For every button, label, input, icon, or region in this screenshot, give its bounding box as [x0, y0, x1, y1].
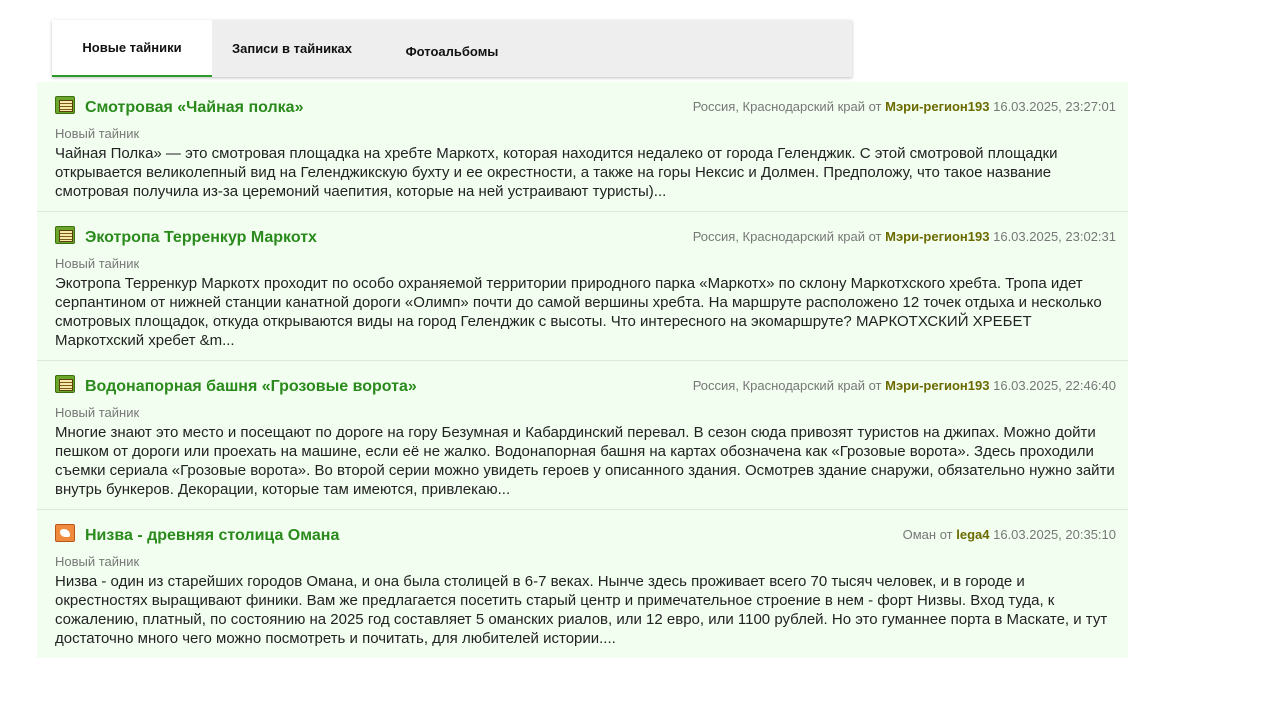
- list-item: [37, 82, 1128, 212]
- list-item: [37, 212, 1128, 361]
- cache-datetime: 16.03.2025, 20:35:10: [993, 527, 1116, 542]
- cache-title-link[interactable]: Смотровая «Чайная полка»: [85, 99, 304, 116]
- cache-title-link[interactable]: Низва - древняя столица Омана: [85, 527, 340, 544]
- tab-photo-albums[interactable]: Фотоальбомы: [405, 44, 499, 59]
- cache-type-label: Новый тайник: [55, 405, 140, 420]
- cache-list: [37, 82, 1128, 658]
- cache-description: Экотропа Терренкур Маркотх проходит по особо охраняемой территории природного парка «Маркотх» по склону Маркотхского хребта. Тропа идет серпантином от нижней станции канатной дороги «Олимп» почти до самой вершины хребта. На маршруте расположено 12 точек отдыха и несколько смотровых площадок, откуда открываются виды на город Геленджик с высоты. Что интересного на экомаршруте? МАРКОТХСКИЙ ХРЕБЕТ Маркотхский хребет &m...: [55, 275, 1102, 349]
- cache-location: Оман: [902, 527, 937, 542]
- cache-meta: [693, 378, 1116, 393]
- by-label: от: [939, 527, 953, 542]
- traditional-cache-icon: [55, 226, 75, 244]
- list-item: [37, 510, 1128, 658]
- tab-bar: [52, 20, 852, 77]
- author-link[interactable]: Мэри-регион193: [885, 99, 990, 114]
- cache-type-label: Новый тайник: [55, 126, 140, 141]
- cache-title-link[interactable]: Водонапорная башня «Грозовые ворота»: [85, 378, 417, 395]
- by-label: от: [868, 99, 882, 114]
- cache-description: Чайная Полка» — это смотровая площадка на хребте Маркотх, которая находится недалеко от города Геленджик. С этой смотровой площадки открывается великолепный вид на Геленджикскую бухту и ее окрестности, а также на горы Нексис и Долмен. Предположу, что такое название смотровая получила из-за церемоний чаепития, которые на ней устраивают туристы)...: [55, 145, 1058, 200]
- cache-datetime: 16.03.2025, 23:27:01: [993, 99, 1116, 114]
- traditional-cache-icon: [55, 375, 75, 393]
- cache-type-label: Новый тайник: [55, 554, 140, 569]
- by-label: от: [868, 378, 882, 393]
- cache-meta: [693, 99, 1116, 114]
- cache-datetime: 16.03.2025, 22:46:40: [993, 378, 1116, 393]
- traditional-cache-icon: [55, 96, 75, 114]
- cache-description: Низва - один из старейших городов Омана, и она была столицей в 6-7 веках. Нынче здесь проживает всего 70 тысяч человек, и в городе и окрестностях выращивают финики. Вам же предлагается посетить старый центр и примечательное строение в нем - форт Низвы. Вход туда, к сожалению, платный, по состоянию на 2025 год составляет 5 оманских риалов, или 12 евро, или 1100 рублей. Но это гуманнее порта в Маскате, и тут достаточно много чего можно посмотреть и почитать, для любителей истории....: [55, 573, 1108, 647]
- author-link[interactable]: Мэри-регион193: [885, 229, 990, 244]
- by-label: от: [868, 229, 882, 244]
- cache-datetime: 16.03.2025, 23:02:31: [993, 229, 1116, 244]
- cache-title-link[interactable]: Экотропа Терренкур Маркотх: [85, 229, 317, 246]
- cache-type-label: Новый тайник: [55, 256, 140, 271]
- cache-meta: [903, 527, 1116, 542]
- author-link[interactable]: Мэри-регион193: [885, 378, 990, 393]
- list-item: [37, 361, 1128, 510]
- author-link[interactable]: lega4: [956, 527, 990, 542]
- cache-description: Многие знают это место и посещают по дороге на гору Безумная и Кабардинский перевал. В сезон сюда привозят туристов на джипах. Можно дойти пешком от дороги или проехать на машине, если её не жалко. Водонапорная башня на картах обозначена как «Грозовые ворота». Здесь проходили съемки сериала «Грозовые ворота». Во второй серии можно увидеть героев у описанного здания. Осмотрев здание снаружи, обязательно нужно зайти внутрь бункеров. Декорации, которые там имеются, привлекаю...: [55, 424, 1115, 498]
- cache-meta: [693, 229, 1116, 244]
- cache-location: Россия, Краснодарский край: [692, 378, 865, 393]
- tab-new-caches[interactable]: Новые тайники: [52, 20, 212, 77]
- virtual-cache-icon: [55, 524, 75, 542]
- cache-location: Россия, Краснодарский край: [692, 229, 865, 244]
- tab-cache-logs[interactable]: Записи в тайниках: [231, 41, 353, 56]
- cache-location: Россия, Краснодарский край: [692, 99, 865, 114]
